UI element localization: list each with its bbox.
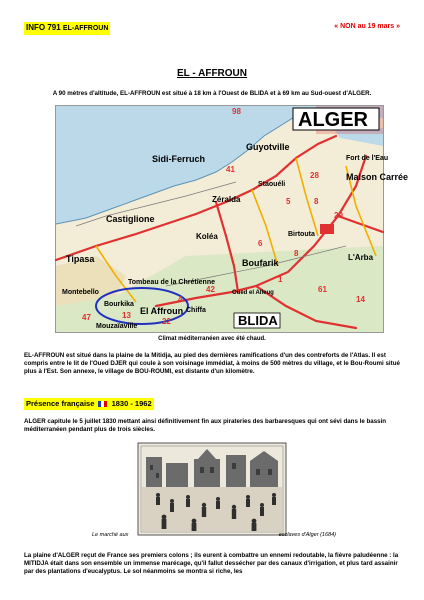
map-caption: Climat méditerranéen avec été chaud. [158, 336, 266, 342]
map-label-alger: ALGER [298, 109, 368, 131]
map-road-number: 29 [334, 211, 343, 220]
paragraph-location [24, 352, 400, 377]
map-image [56, 106, 409, 332]
map-label-blida: BLIDA [238, 313, 278, 328]
french-flag-icon [98, 400, 107, 406]
map-road-number: 61 [318, 285, 327, 294]
info-tag [24, 22, 110, 35]
map-road-number: 28 [310, 171, 319, 180]
engraving-caption [92, 532, 336, 538]
paragraph-colons: La plaine d'ALGER reçut de France ses premiers colons ; ils eurent à combattre un ennemi redoutable, la fièvre paludéenne : la MITIDJA était dans son ensemble un immense marécage, qu'il fallut dessécher par des canaux d'irrigation, et plus tard assainir par des plantations d'eucalyptus. Le sol néanmoins se montra si riche, les [24, 552, 399, 576]
map-label-chiffa: Chiffa [186, 307, 206, 314]
map-road-number: 6 [258, 239, 263, 248]
map-label-l-arba: L'Arba [348, 253, 374, 262]
map-label-tipasa: Tipasa [66, 254, 95, 264]
map-road-number: 42 [206, 285, 215, 294]
map-label-mouzaiaville: Mouzaïaville [96, 323, 138, 330]
info-place: EL-AFFROUN [62, 25, 109, 32]
map-label-el-affroun: El Affroun [140, 306, 184, 316]
map-road-number: 5 [286, 197, 291, 206]
map-label-sidi-ferruch: Sidi-Ferruch [152, 154, 206, 164]
engraving-caption-right: esclaves d'Alger (1684) [278, 532, 336, 538]
map-road-number: 4 [178, 295, 183, 304]
map-label-montebello: Montebello [62, 289, 99, 296]
map-road-number: 1 [278, 275, 283, 284]
map-road-number: 14 [356, 295, 365, 304]
section-label: Présence française [26, 399, 95, 408]
section-years: 1830 - 1962 [111, 399, 152, 408]
map-label-boufarik: Boufarik [242, 258, 279, 268]
place-name: EL-AFFROUN [24, 352, 65, 359]
engraving-drawing [138, 443, 286, 535]
engraving-caption-left: Le marché aux [92, 532, 129, 538]
road-map [55, 105, 409, 333]
map-road-number: 22 [162, 317, 171, 326]
map-label-bourkika: Bourkika [104, 301, 134, 308]
date-note: « NON au 19 mars » [334, 23, 400, 30]
page-title: EL - AFFROUN [177, 68, 247, 79]
map-road-number: 98 [232, 107, 241, 116]
map-label-fort-de-l-eau: Fort de l'Eau [346, 155, 389, 162]
map-road-number: 13 [122, 311, 131, 320]
map-road-number: 8 [294, 249, 299, 258]
map-label-oued-el-alleug: Oued el Alleug [232, 290, 274, 296]
paragraph-capitulation: ALGER capitule le 5 juillet 1830 mettant ainsi définitivement fin aux pirateries des barbaresques qui ont sévi dans le bassin méditerranéen pendant plus de trois siècles. [24, 418, 387, 434]
map-label-maison-carree: Maison Carrée [346, 172, 409, 182]
map-label-kolea: Koléa [196, 232, 218, 241]
section-heading [24, 398, 154, 410]
info-number: INFO 791 [26, 23, 61, 32]
map-label-castiglione: Castiglione [106, 214, 155, 224]
map-road-number: 41 [226, 165, 235, 174]
map-label-staoueli: Staouéli [258, 181, 286, 188]
map-road-number: 8 [314, 197, 319, 206]
map-label-birtouta: Birtouta [288, 231, 315, 238]
map-road-number: 47 [82, 313, 91, 322]
map-label-zeralda: Zéralda [212, 195, 241, 204]
engraving-image [138, 443, 286, 535]
location-body: est situé dans la plaine de la Mitidja, au pied des dernières ramifications d'un des contreforts de l'Atlas. Il est compris entre le lit de l'Oued DJER qui coule à son voisinage immédiat, à moins de 500 mètres du village, et le Bou-Roumi situé plus à l'Est. Son annexe, le village de BOU-ROUMI, est distante d'un kilomètre. [24, 352, 400, 376]
intro-text: A 90 mètres d'altitude, EL-AFFROUN est situé à 18 km à l'Ouest de BLIDA et à 69 km au Sud-ouest d'ALGER. [52, 90, 372, 97]
map-label-guyotville: Guyotville [246, 142, 290, 152]
map-label-tombeau: Tombeau de la Chrétienne [128, 279, 215, 286]
